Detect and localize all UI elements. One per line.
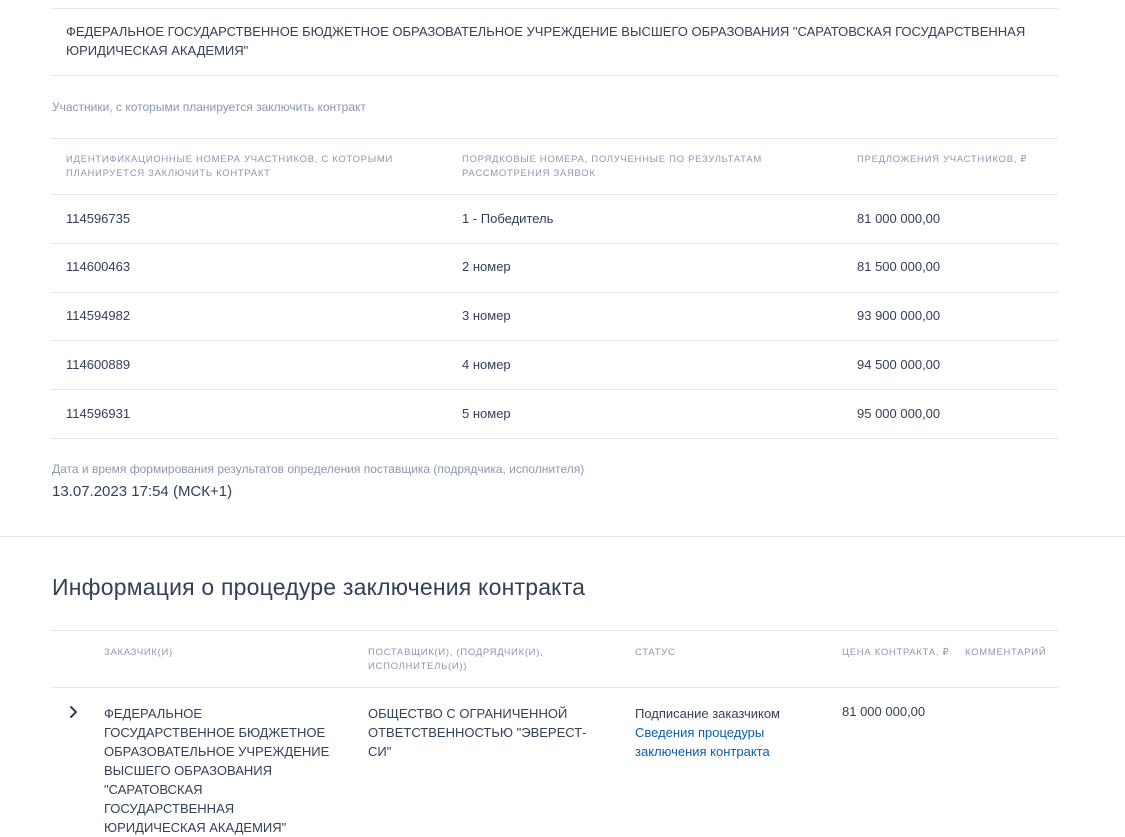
results-date-label: Дата и время формирования результатов определения поставщика (подрядчика, исполнителя) (52, 462, 585, 476)
supplier-name: ОБЩЕСТВО С ОГРАНИЧЕННОЙ ОТВЕТСТВЕННОСТЬЮ "ЭВЕРЕСТ-СИ" (368, 706, 587, 759)
participant-rank: 1 - Победитель (462, 211, 554, 226)
divider (51, 75, 1058, 76)
divider (51, 194, 1058, 195)
participant-rank: 5 номер (462, 406, 511, 421)
participant-id: 114594982 (66, 308, 131, 323)
section-divider (0, 536, 1125, 537)
participant-offer: 81 500 000,00 (857, 259, 941, 274)
column-header-price: ЦЕНА КОНТРАКТА, ₽ (842, 647, 950, 658)
column-header-supplier: ПОСТАВЩИК(И), (ПОДРЯДЧИК(И), ИСПОЛНИТЕЛЬ(И)) (368, 647, 544, 672)
participant-offer: 81 000 000,00 (857, 211, 941, 226)
divider (51, 138, 1058, 139)
contract-price: 81 000 000,00 (842, 704, 926, 719)
participant-rank: 4 номер (462, 357, 511, 372)
results-date-value: 13.07.2023 17:54 (МСК+1) (52, 483, 233, 500)
divider (51, 243, 1058, 244)
column-header-ranks: ПОРЯДКОВЫЕ НОМЕРА, ПОЛУЧЕННЫЕ ПО РЕЗУЛЬТАТАМ РАССМОТРЕНИЯ ЗАЯВОК (462, 154, 762, 179)
chevron-right-icon[interactable] (66, 704, 82, 720)
participant-id: 114600463 (66, 259, 131, 274)
participant-id: 114600889 (66, 357, 131, 372)
divider (51, 687, 1058, 688)
divider (51, 438, 1058, 439)
section-title: Информация о процедуре заключения контракта (52, 574, 586, 600)
organization-name: ФЕДЕРАЛЬНОЕ ГОСУДАРСТВЕННОЕ БЮДЖЕТНОЕ ОБРАЗОВАТЕЛЬНОЕ УЧРЕЖДЕНИЕ ВЫСШЕГО ОБРАЗОВАНИЯ "САРАТОВСКАЯ ГОСУДАРСТВЕННАЯ ЮРИДИЧЕСКАЯ АКАДЕМИЯ" (66, 24, 1026, 58)
participant-offer: 95 000 000,00 (857, 406, 941, 421)
divider (51, 8, 1058, 9)
column-header-status: СТАТУС (635, 647, 676, 658)
participant-id: 114596931 (66, 406, 131, 421)
column-header-customer: ЗАКАЗЧИК(И) (104, 647, 173, 658)
divider (51, 630, 1058, 631)
divider (51, 292, 1058, 293)
participant-offer: 93 900 000,00 (857, 308, 941, 323)
participant-rank: 3 номер (462, 308, 511, 323)
participants-caption: Участники, с которыми планируется заключить контракт (52, 100, 366, 114)
participant-id: 114596735 (66, 211, 131, 226)
status-text: Подписание заказчиком (635, 706, 780, 721)
column-header-ids: ИДЕНТИФИКАЦИОННЫЕ НОМЕРА УЧАСТНИКОВ, С КОТОРЫМИ ПЛАНИРУЕТСЯ ЗАКЛЮЧИТЬ КОНТРАКТ (66, 154, 393, 179)
divider (51, 389, 1058, 390)
divider (51, 340, 1058, 341)
column-header-comment: КОММЕНТАРИЙ (965, 647, 1047, 658)
column-header-offers: ПРЕДЛОЖЕНИЯ УЧАСТНИКОВ, ₽ (857, 154, 1028, 165)
status-details-link[interactable]: Сведения процедуры заключения контракта (635, 725, 770, 759)
participant-rank: 2 номер (462, 259, 511, 274)
status-cell (635, 704, 815, 761)
customer-name: ФЕДЕРАЛЬНОЕ ГОСУДАРСТВЕННОЕ БЮДЖЕТНОЕ ОБРАЗОВАТЕЛЬНОЕ УЧРЕЖДЕНИЕ ВЫСШЕГО ОБРАЗОВАНИЯ "САРАТОВСКАЯ ГОСУДАРСТВЕННАЯ ЮРИДИЧЕСКАЯ АКАДЕМИЯ" (104, 706, 330, 835)
participant-offer: 94 500 000,00 (857, 357, 941, 372)
